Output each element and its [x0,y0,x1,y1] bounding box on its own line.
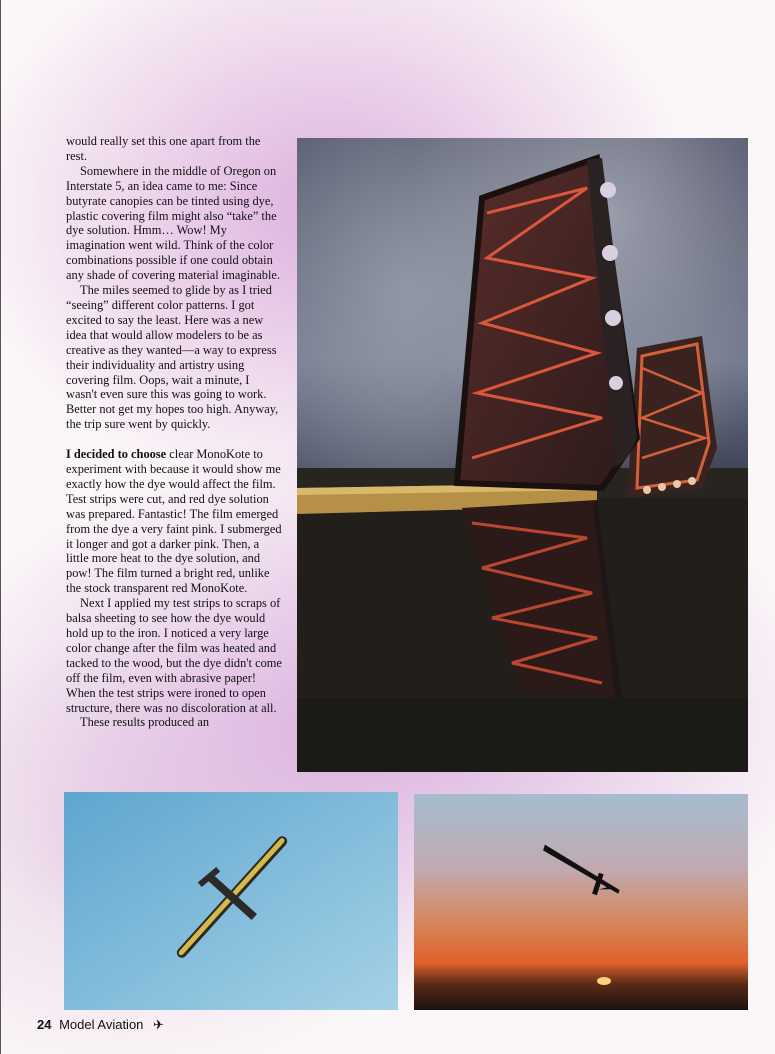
paragraph-6 [66,715,282,730]
paragraph-text: The miles seemed to glide by as I tried “seeing” different color patterns. I got excited to say the least. Here was a new idea that would allow modelers to be as creative as they wanted—a way to express their individuality and artistry using covering film. Oops, wait a minute, I wasn't even sure this was going to work. Better not get my hopes too high. Anyway, the trip sure went by quickly. [66,283,279,432]
sunset-photo [414,794,748,1010]
glider-at-sunset-photo-icon [414,794,748,1010]
airplane-icon: ✈ [153,1017,164,1032]
paragraph-text: These results produced an [80,715,210,730]
magazine-name: Model Aviation [59,1017,144,1032]
paragraph-5 [66,596,282,715]
paragraph-text: Next I applied my test strips to scraps of balsa sheeting to see how the dye would hold up to the iron. I noticed a very large color change after the film was heated and tacked to the wood, but the dye didn't come off the film, even with abrasive paper! When the test strips were ironed to open structure, there was no discoloration at all. [66,596,282,715]
paragraph-text: would really set this one apart from the rest. [66,134,261,163]
paragraph-4 [66,447,282,596]
paragraph-3 [66,283,282,432]
lead-in: I decided to choose [66,447,167,462]
paragraph-text: clear MonoKote to experiment with because it would show me exactly how the dye would affect the film. Test strips were cut, and red dye solution was prepared. Fantastic! The film emerged from the dye a very faint pink. I submerged it longer and got a darker pink. Then, a little more heat to the dye solution, and pow! The film turned a bright red, unlike the stock transparent red MonoKote. [66,447,282,596]
paragraph-1 [66,134,282,164]
paragraph-text: Somewhere in the middle of Oregon on Interstate 5, an idea came to me: Since butyrate canopies can be tinted using dye, plastic covering film might also “take” the dye solution. Hmm… Wow! My imagination went wild. Think of the color combinations possible if one could obtain any shade of covering material imaginable. [66,163,280,283]
tail-photo [297,138,748,772]
page-footer [37,1017,164,1033]
glider-in-sky-photo-icon [64,792,398,1010]
glider-tail-photo-icon [297,138,748,772]
sky-photo [64,792,398,1010]
paragraph-2 [66,164,282,283]
article-column [66,134,282,730]
page-edge [0,0,1,1054]
page-number: 24 [37,1017,52,1032]
